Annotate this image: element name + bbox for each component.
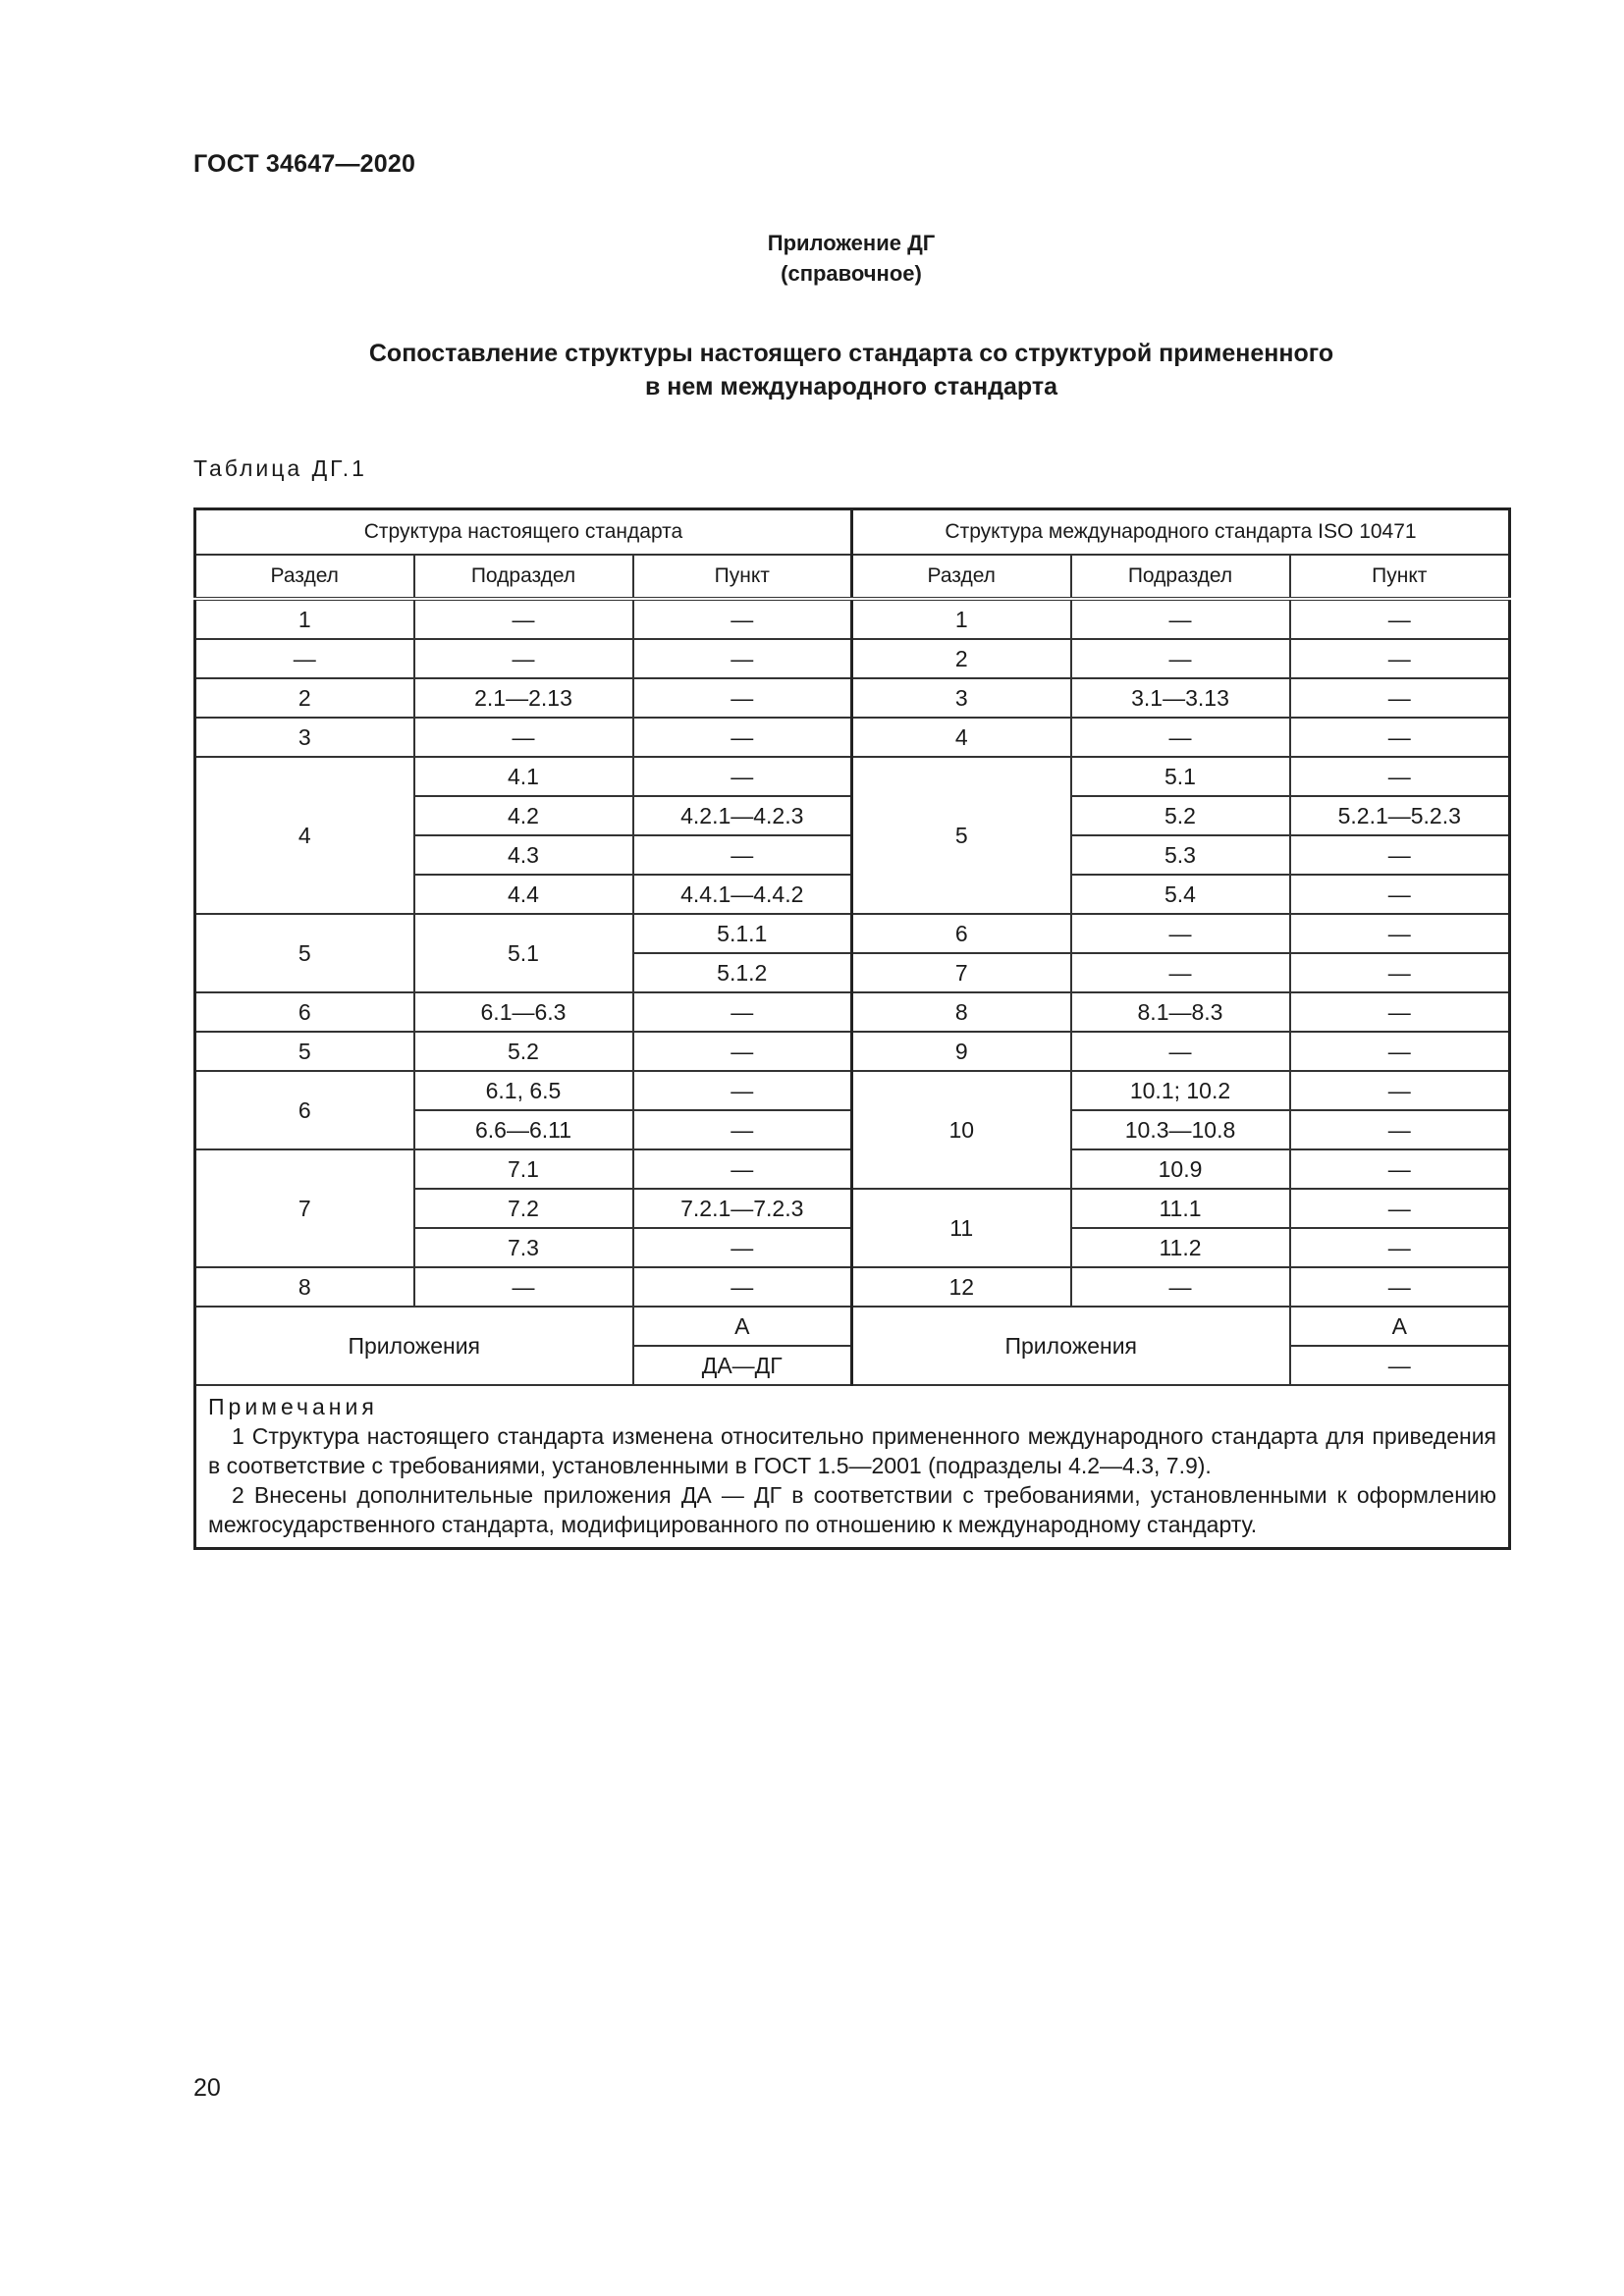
table-cell: — — [1290, 1149, 1510, 1189]
table-cell: — — [1071, 914, 1290, 953]
table-cell: — — [1290, 1228, 1510, 1267]
annex-label-international: Приложения — [852, 1307, 1290, 1385]
table-cell: 5.2.1—5.2.3 — [1290, 796, 1510, 835]
table-cell: 9 — [852, 1032, 1071, 1071]
table-cell: 1 — [195, 599, 414, 639]
appendix-type: (справочное) — [781, 261, 922, 286]
section-heading — [0, 337, 1624, 403]
column-header: Пункт — [633, 555, 852, 599]
annex-item-international: — — [1290, 1346, 1510, 1385]
column-header: Раздел — [852, 555, 1071, 599]
table-cell: 7.3 — [414, 1228, 633, 1267]
table-cell: — — [1290, 914, 1510, 953]
table-cell: 4 — [852, 718, 1071, 757]
table-cell: 4.3 — [414, 835, 633, 875]
table-row — [195, 992, 1510, 1032]
table-cell: 7.1 — [414, 1149, 633, 1189]
table-row — [195, 1032, 1510, 1071]
table-cell: 4.1 — [414, 757, 633, 796]
table-cell: 5.2 — [1071, 796, 1290, 835]
table-cell: — — [1290, 953, 1510, 992]
table-cell: 5.3 — [1071, 835, 1290, 875]
table-cell: — — [1290, 678, 1510, 718]
table-cell: 6 — [195, 1071, 414, 1149]
table-cell: — — [633, 1110, 852, 1149]
annex-item-international: А — [1290, 1307, 1510, 1346]
table-cell: — — [1071, 718, 1290, 757]
table-cell: 10.1; 10.2 — [1071, 1071, 1290, 1110]
annex-item-national: А — [633, 1307, 852, 1346]
column-header: Раздел — [195, 555, 414, 599]
page-number: 20 — [193, 2074, 221, 2102]
table-cell: 7.2.1—7.2.3 — [633, 1189, 852, 1228]
note-item: 1 Структура настоящего стандарта изменена относительно примененного международного стандарта для приведения в соответствие с требованиями, установленными в ГОСТ 1.5—2001 (подразделы 4.2—4.3, 7.9). — [208, 1423, 1497, 1478]
table-cell: — — [633, 1228, 852, 1267]
table-cell: 5.1.1 — [633, 914, 852, 953]
table-cell: 6 — [195, 992, 414, 1032]
table-cell: 7.2 — [414, 1189, 633, 1228]
table-row — [195, 718, 1510, 757]
table-cell: 10.9 — [1071, 1149, 1290, 1189]
table-cell: — — [633, 678, 852, 718]
column-header: Подраздел — [1071, 555, 1290, 599]
table-cell: — — [633, 1032, 852, 1071]
table-cell: 5.1 — [414, 914, 633, 992]
table-row — [195, 757, 1510, 796]
table-cell: 7 — [852, 953, 1071, 992]
table-cell: 3.1—3.13 — [1071, 678, 1290, 718]
table-cell: — — [1290, 992, 1510, 1032]
table-cell: — — [1290, 718, 1510, 757]
table-cell: 6.1, 6.5 — [414, 1071, 633, 1110]
appendix-header — [0, 228, 1624, 289]
notes-row — [195, 1385, 1510, 1549]
table-cell: 5 — [195, 914, 414, 992]
table-cell: 5 — [852, 757, 1071, 914]
table-cell: 11.2 — [1071, 1228, 1290, 1267]
notes-title: Примечания — [208, 1394, 378, 1419]
table-cell: 11.1 — [1071, 1189, 1290, 1228]
table-cell: — — [1071, 1267, 1290, 1307]
table-cell: — — [1290, 1267, 1510, 1307]
table-cell: 7 — [195, 1149, 414, 1267]
table-cell: 5.2 — [414, 1032, 633, 1071]
table-cell: 4.2 — [414, 796, 633, 835]
table-cell: 2.1—2.13 — [414, 678, 633, 718]
annex-item-national: ДА—ДГ — [633, 1346, 852, 1385]
table-cell: 4.4.1—4.4.2 — [633, 875, 852, 914]
table-cell: — — [633, 835, 852, 875]
table-cell: — — [1290, 1071, 1510, 1110]
column-header-row — [195, 555, 1510, 599]
table-cell: 11 — [852, 1189, 1071, 1267]
table-cell: 4.4 — [414, 875, 633, 914]
table-cell: — — [414, 639, 633, 678]
table-cell: 2 — [195, 678, 414, 718]
table-cell: 12 — [852, 1267, 1071, 1307]
table-notes — [195, 1385, 1510, 1549]
column-header: Пункт — [1290, 555, 1510, 599]
table-cell: 2 — [852, 639, 1071, 678]
table-cell: 8 — [852, 992, 1071, 1032]
table-cell: — — [414, 718, 633, 757]
table-cell: — — [1071, 953, 1290, 992]
note-item: 2 Внесены дополнительные приложения ДА — ДГ в соответствии с требованиями, установленными к оформлению межгосударственного стандарта, модифицированного по отношению к международному стандарту. — [208, 1482, 1497, 1537]
table-cell: — — [633, 1071, 852, 1110]
table-cell: — — [195, 639, 414, 678]
table-cell: — — [633, 992, 852, 1032]
table-cell: 6.6—6.11 — [414, 1110, 633, 1149]
table-caption: Таблица ДГ.1 — [193, 455, 367, 481]
table-cell: 10.3—10.8 — [1071, 1110, 1290, 1149]
table-cell: — — [633, 599, 852, 639]
table-row — [195, 1071, 1510, 1110]
table-cell: 3 — [195, 718, 414, 757]
table-cell: — — [1290, 1189, 1510, 1228]
table-cell: 6 — [852, 914, 1071, 953]
table-cell: — — [414, 1267, 633, 1307]
table-cell: — — [1071, 639, 1290, 678]
table-cell: 5.1.2 — [633, 953, 852, 992]
column-header: Подраздел — [414, 555, 633, 599]
group-header-row — [195, 509, 1510, 556]
national-structure-header: Структура настоящего стандарта — [195, 509, 852, 556]
table-cell: — — [1290, 1032, 1510, 1071]
table-cell: — — [633, 718, 852, 757]
table-cell: — — [1290, 599, 1510, 639]
international-structure-header: Структура международного стандарта ISO 10471 — [852, 509, 1510, 556]
table-cell: — — [633, 1267, 852, 1307]
annex-row — [195, 1307, 1510, 1346]
table-cell: 1 — [852, 599, 1071, 639]
heading-line-1: Сопоставление структуры настоящего стандарта со структурой примененного — [368, 340, 1334, 367]
table-cell: — — [1071, 1032, 1290, 1071]
table-cell: 5.4 — [1071, 875, 1290, 914]
document-code: ГОСТ 34647—2020 — [193, 150, 416, 178]
table-cell: — — [1290, 1110, 1510, 1149]
table-cell: 3 — [852, 678, 1071, 718]
table-cell: 6.1—6.3 — [414, 992, 633, 1032]
table-row — [195, 639, 1510, 678]
heading-line-2: в нем международного стандарта — [644, 373, 1058, 400]
table-cell: — — [1290, 639, 1510, 678]
table-cell: — — [1071, 599, 1290, 639]
table-cell: 5 — [195, 1032, 414, 1071]
table-cell: 8.1—8.3 — [1071, 992, 1290, 1032]
table-row — [195, 914, 1510, 953]
annex-label-national: Приложения — [195, 1307, 633, 1385]
table-cell: — — [1290, 757, 1510, 796]
table-cell: — — [633, 639, 852, 678]
appendix-title: Приложение ДГ — [767, 231, 936, 255]
table-row — [195, 1267, 1510, 1307]
table-cell: 5.1 — [1071, 757, 1290, 796]
table-cell: 4.2.1—4.2.3 — [633, 796, 852, 835]
table-cell: 4 — [195, 757, 414, 914]
table-cell: 8 — [195, 1267, 414, 1307]
structure-comparison-table — [193, 507, 1511, 1550]
table-cell: — — [1290, 835, 1510, 875]
table-row — [195, 599, 1510, 639]
table-cell: — — [633, 757, 852, 796]
table-cell: — — [1290, 875, 1510, 914]
table-row — [195, 678, 1510, 718]
table-cell: 10 — [852, 1071, 1071, 1189]
table-cell: — — [633, 1149, 852, 1189]
table-cell: — — [414, 599, 633, 639]
